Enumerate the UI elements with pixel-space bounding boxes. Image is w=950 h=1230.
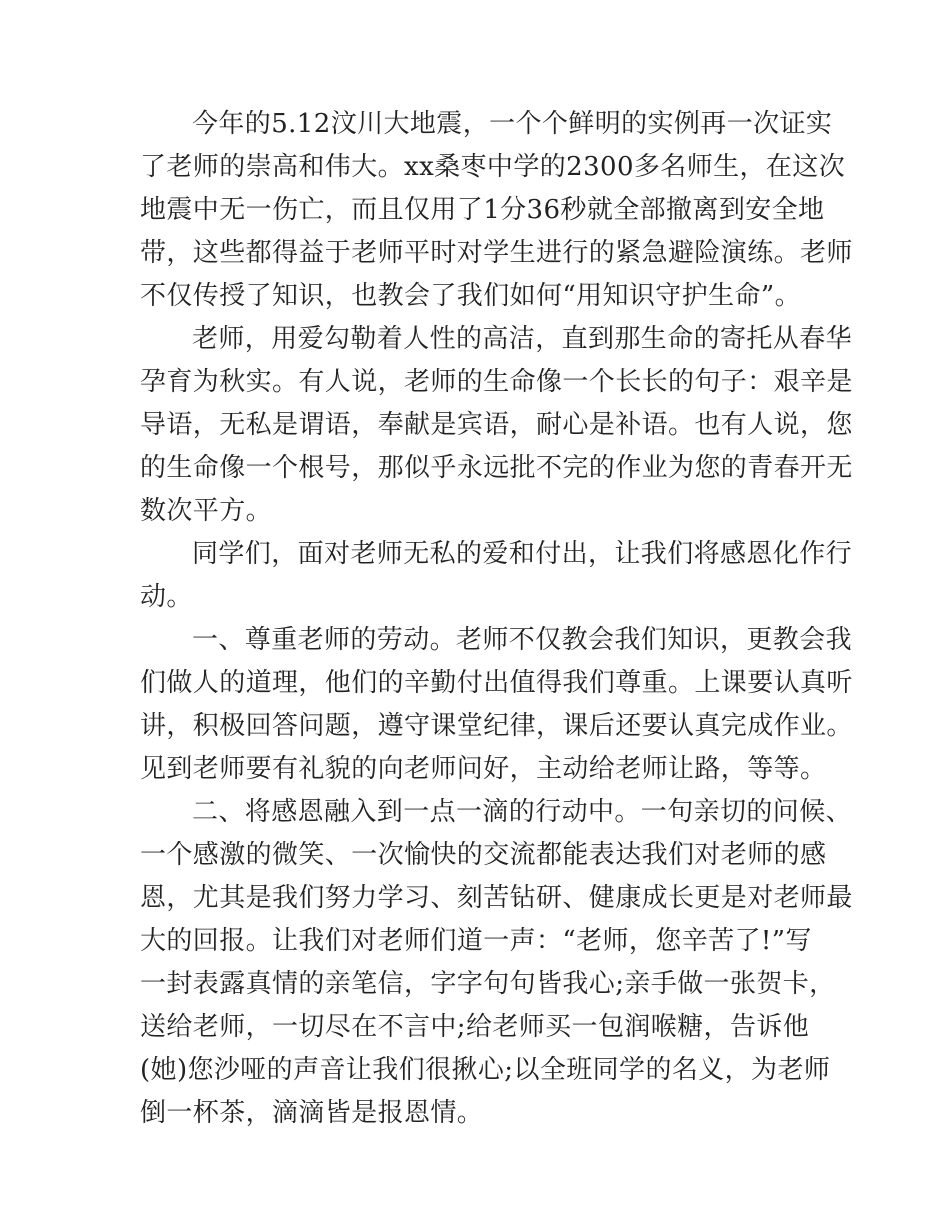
- document-body: [140, 103, 853, 1135]
- paragraph-line: 同学们，面对老师无私的爱和付出，让我们将感恩化作行: [192, 539, 853, 569]
- paragraph-line: 今年的5.12汶川大地震，一个个鲜明的实例再一次证实: [192, 109, 833, 139]
- paragraph-line: 一封表露真情的亲笔信，字字句句皆我心;亲手做一张贺卡，: [140, 969, 836, 999]
- paragraph-line: 们做人的道理，他们的辛勤付出值得我们尊重。上课要认真听: [140, 668, 853, 698]
- paragraph-line: 地震中无一伤亡，而且仅用了1分36秒就全部撤离到安全地: [140, 195, 825, 225]
- paragraph-line: 讲，积极回答问题，遵守课堂纪律，课后还要认真完成作业。: [140, 711, 853, 741]
- paragraph-line: 二、将感恩融入到一点一滴的行动中。一句亲切的问候、: [192, 797, 853, 827]
- paragraph-line: 动。: [140, 582, 193, 612]
- paragraph-line: (她)您沙哑的声音让我们很揪心;以全班同学的名义，为老师: [140, 1055, 831, 1085]
- paragraph-line: 一个感激的微笑、一次愉快的交流都能表达我们对老师的感: [140, 840, 827, 870]
- paragraph-line: 一、尊重老师的劳动。老师不仅教会我们知识，更教会我: [192, 625, 853, 655]
- paragraph-line: 恩，尤其是我们努力学习、刻苦钻研、健康成长更是对老师最: [140, 883, 853, 913]
- paragraph: [140, 103, 853, 318]
- paragraph: [140, 318, 853, 533]
- paragraph-line: 送给老师，一切尽在不言中;给老师买一包润喉糖，告诉他: [140, 1012, 810, 1042]
- paragraph-line: 的生命像一个根号，那似乎永远批不完的作业为您的青春开无: [140, 453, 853, 483]
- paragraph: [140, 533, 853, 619]
- paragraph-line: 了老师的崇高和伟大。xx桑枣中学的2300多名师生，在这次: [140, 152, 846, 182]
- paragraph-line: 导语，无私是谓语，奉献是宾语，耐心是补语。也有人说，您: [140, 410, 853, 440]
- paragraph-line: 倒一杯茶，滴滴皆是报恩情。: [140, 1098, 484, 1128]
- paragraph-line: 孕育为秋实。有人说，老师的生命像一个长长的句子：艰辛是: [140, 367, 853, 397]
- paragraph-line: 老师，用爱勾勒着人性的高洁，直到那生命的寄托从春华: [192, 324, 853, 354]
- paragraph: [140, 791, 853, 1135]
- paragraph-line: 数次平方。: [140, 496, 273, 526]
- paragraph-line: 不仅传授了知识，也教会了我们如何“用知识守护生命”。: [140, 281, 801, 311]
- paragraph-line: 带，这些都得益于老师平时对学生进行的紧急避险演练。老师: [140, 238, 853, 268]
- paragraph: [140, 619, 853, 791]
- paragraph-line: 见到老师要有礼貌的向老师问好，主动给老师让路，等等。: [140, 754, 827, 784]
- paragraph-line: 大的回报。让我们对老师们道一声：“老师，您辛苦了!”写: [140, 926, 812, 956]
